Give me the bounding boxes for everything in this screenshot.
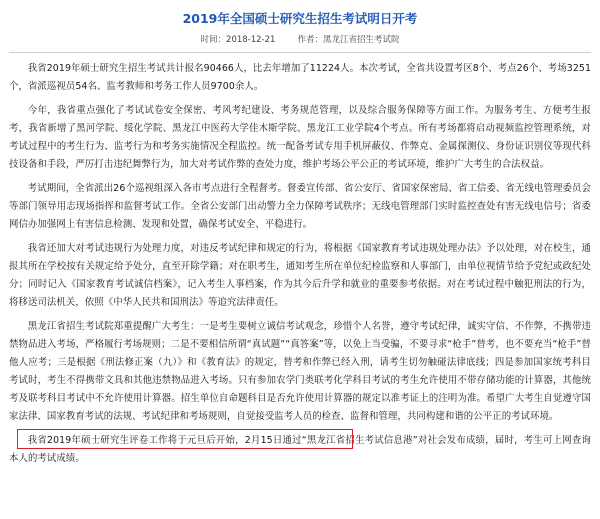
- paragraph-6: [9, 432, 591, 468]
- time-value: 2018-12-21: [226, 35, 276, 45]
- paragraph-4: 我省还加大对考试违规行为处理力度，对违反考试纪律和规定的行为，将根据《国家教育考试违规处理办法》予以处理，对在校生，通报其所在学校按有关规定给予处分，直至开除学籍；对在职考生，通知考生所在单位纪检监察和人事部门，由单位视情节给予党纪或政纪处分；同时记入《国家教育考试诚信档案》，记入考生人事档案，作为其今后升学和就业的重要参考依据。对在考试过程中触犯刑法的行为，将移送司法机关，依照《中华人民共和国刑法》等追究法律责任。: [9, 243, 591, 308]
- author-value: 黑龙江省招生考试院: [322, 35, 400, 45]
- paragraph-3: 考试期间，全省派出26个巡视组深入各市考点进行全程督考。督委宣传部、省公安厅、省国家保密局、省工信委、省无线电管理委员会等部门领导用志现场指挥和监督考试工作。全省公安部门出动警力全力保障考试秩序；无线电管理部门实时监控查处有害无线电信号；省委网信办加强网上有害信息检测、发现和处置，确保考试安全、平稳进行。: [9, 183, 591, 230]
- paragraph-6-rest: ，届时，考生可上网查询本人的考试成绩。: [9, 435, 591, 464]
- article-title: 2019年全国硕士研究生招生考试明日开考: [182, 11, 418, 26]
- highlighted-text: 我省2019年硕士研究生评卷工作将于元旦后开始，2月15日通过“黑龙江省招生考试信息港”对社会发布成绩: [27, 435, 486, 446]
- article-meta: [9, 33, 591, 47]
- paragraph-1: 我省2019年硕士研究生招生考试共计报名90466人，比去年增加了11224人。本次考试，全省共设置考区8个、考点26个、考场3251个，省派巡视员54名、监考教师和考务工作人员9700余人。: [9, 63, 592, 92]
- author-label: 作者：: [297, 35, 323, 45]
- divider: [9, 52, 591, 53]
- paragraph-5: 黑龙江省招生考试院郑重提醒广大考生：一是考生要树立诚信考试观念，珍惜个人名誉，遵守考试纪律，诚实守信、不作弊，不携带违禁物品进入考场，严格履行考场规则；二是不要相信所谓“真试题”“真答案”等，以免上当受骗，不要寻求“枪手”替考，也不要充当“枪手”替他人应考；三是根据《刑法修正案（九）》和《教育法》的规定，替考和作弊已经入刑，请考生切勿触碰法律底线；四是参加国家统考科目考试时，考生不得携带文具和其他违禁物品进入考场。只有参加农学门类联考化学科目考试的考生允许使用不带存储功能的计算器，其他统考及联考科目考试中不允许使用计算器。招生单位自命题科目是否允许使用计算器的规定以准考证上的注明为准。希望广大考生自觉遵守国家法律、国家教育考试的法规、考试纪律和考场规则，自觉接受监考人员的检查、监督和管理，共同构建和谐的公平正的考试环境。: [9, 321, 591, 422]
- paragraph-2: 今年，我省重点强化了考试试卷安全保密、考风考纪建设、考务规范管理，以及综合服务保障等方面工作。为服务考生、方便考生报考，我省新增了黑河学院、绥化学院、黑龙江中医药大学佳木斯学院、黑龙江工业学院4个考点。所有考场都将启动视频监控管理系统，对考试过程中的考生行为、监考行为和考务实施情况全程监控。统一配备考试专用手机屏蔽仪、作弊克、金属探测仪、身份证识别仪等现代科技设备和手段，严厉打击违纪舞弊行为，加大对考试作弊的查处力度，维护考场公平公正的考试环境，维护广大考生的合法权益。: [9, 105, 591, 170]
- time-label: 时间：: [200, 35, 227, 45]
